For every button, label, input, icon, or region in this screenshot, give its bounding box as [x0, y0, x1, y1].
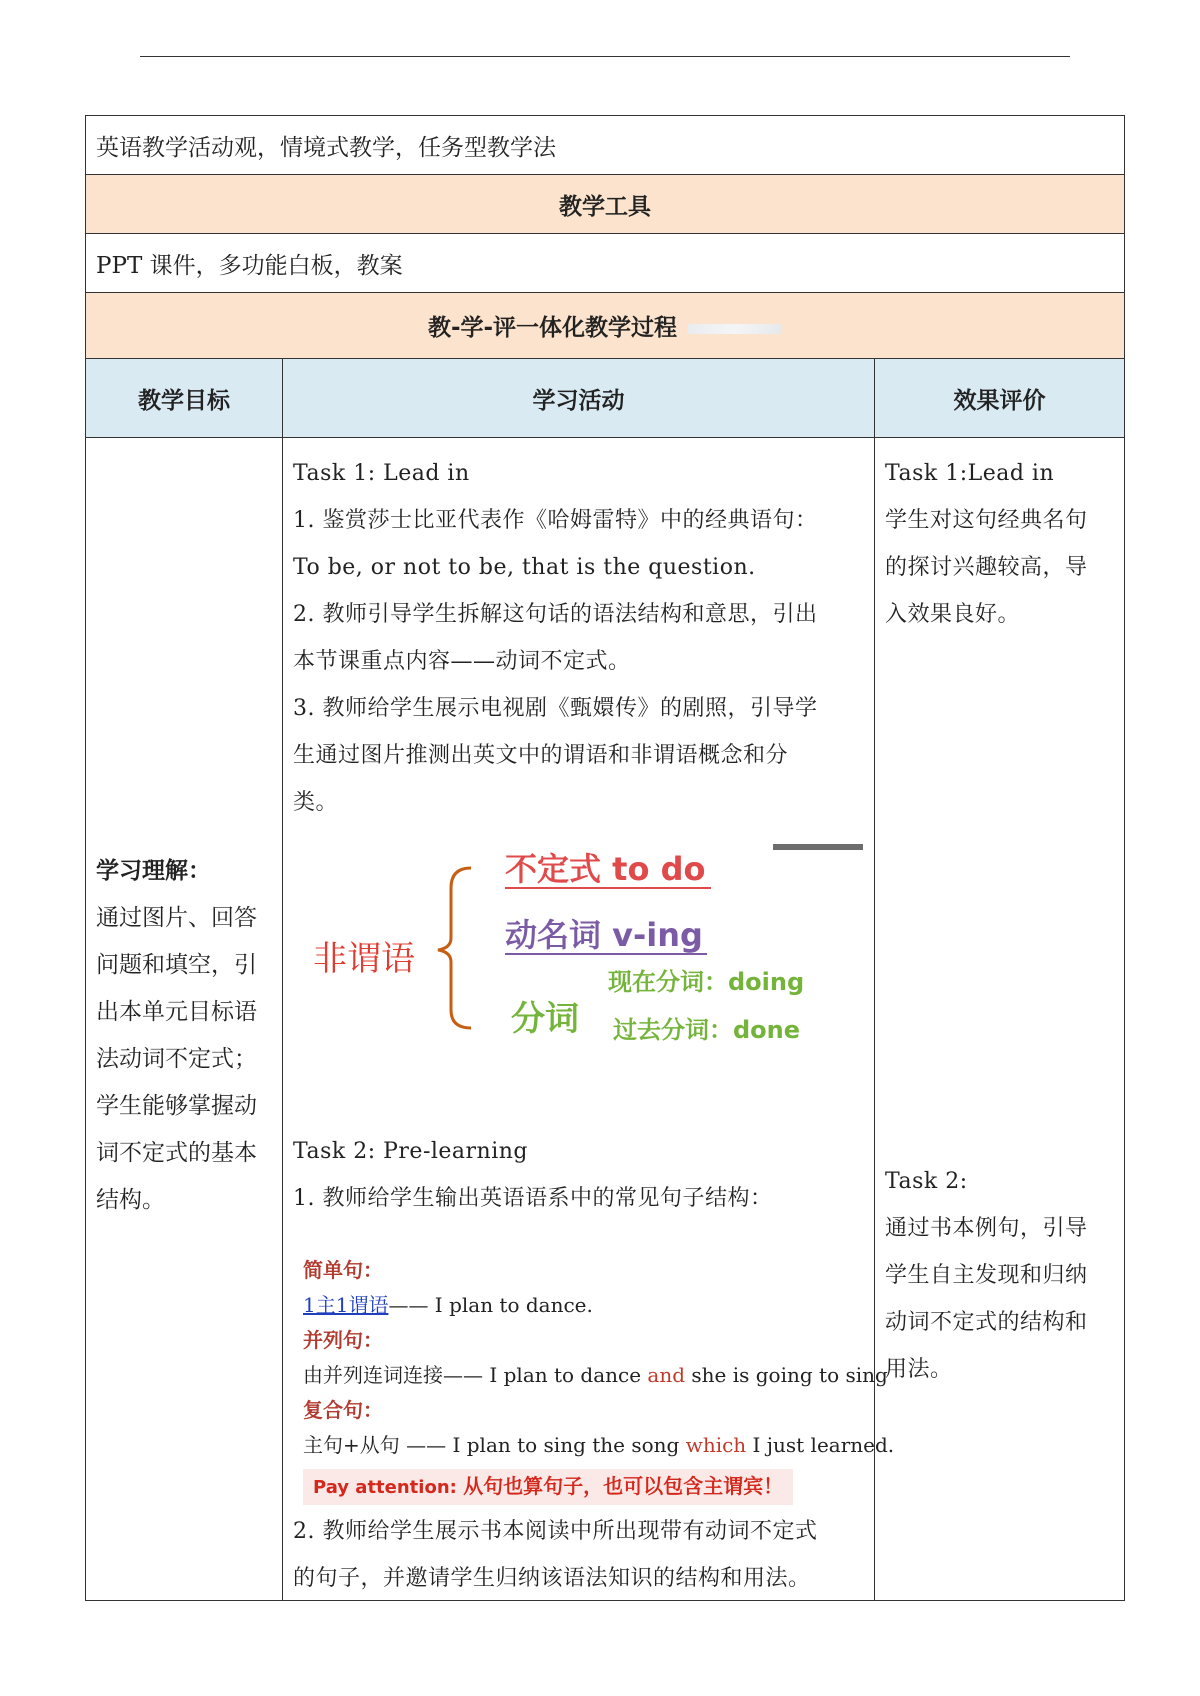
diagram-present-participle-label: 现在分词：doing — [608, 968, 805, 996]
task1-line: 本节课重点内容——动词不定式。 — [293, 649, 631, 674]
evaluation1-block — [885, 450, 1117, 638]
compound-sentence-row — [303, 1358, 888, 1393]
column-label: 效果评价 — [953, 387, 1046, 414]
task1-title: Task 1: Lead in — [293, 461, 470, 486]
task1-line: 2. 教师引导学生拆解这句话的语法结构和意思，引出 — [293, 602, 818, 627]
compound-sentence-label: 并列句： — [303, 1328, 383, 1352]
pay-attention-label: Pay attention: — [313, 1477, 464, 1498]
diagram-infinitive-label: 不定式 to do — [505, 850, 706, 888]
diagram-past-participle-label: 过去分词：done — [613, 1016, 801, 1044]
watermark — [687, 324, 782, 334]
objective-line: 出本单元目标语 — [96, 999, 257, 1025]
methods-text: 英语教学活动观，情境式教学，任务型教学法 — [96, 134, 556, 161]
column-header-evaluation — [875, 359, 1125, 438]
evaluation-line: 学生对这句经典名句 — [885, 508, 1088, 533]
task2-block — [293, 1128, 863, 1222]
complex-sentence-label: 复合句： — [303, 1398, 383, 1422]
task1-line: 3. 教师给学生展示电视剧《甄嬛传》的剧照，引导学 — [293, 696, 818, 721]
task2-line: 2. 教师给学生展示书本阅读中所出现带有动词不定式 — [293, 1519, 818, 1544]
process-header-label: 教-学-评一体化教学过程 — [427, 315, 678, 341]
compound-sentence-part: she is going to sing — [685, 1363, 888, 1387]
compound-sentence-part: —— I plan to dance — [443, 1363, 648, 1387]
objective-line: 通过图片、回答 — [96, 905, 257, 931]
evaluation-line: 的探讨兴趣较高，导 — [885, 555, 1088, 580]
diagram-crop-mark — [773, 844, 863, 850]
diagram-gerund-label: 动名词 v-ing — [505, 916, 703, 954]
objective-cell — [86, 438, 283, 1601]
tools-header — [86, 175, 1125, 234]
column-header-objective — [86, 359, 283, 438]
process-header — [86, 293, 1125, 359]
complex-sentence-row — [303, 1428, 895, 1463]
evaluation2-title: Task 2: — [885, 1169, 968, 1194]
objective-line: 法动词不定式； — [96, 1046, 257, 1072]
task1-line: 生通过图片推测出英文中的谓语和非谓语概念和分 — [293, 743, 789, 768]
tools-text: PPT 课件，多功能白板，教案 — [96, 252, 403, 279]
methods-cell — [86, 116, 1125, 175]
simple-sentence-link[interactable]: 1主1谓语 — [303, 1293, 389, 1317]
diagram-brace — [438, 868, 471, 1028]
tools-cell — [86, 234, 1125, 293]
evaluation-line: 学生自主发现和归纳 — [885, 1263, 1088, 1288]
task2-line: 1. 教师给学生输出英语语系中的常见句子结构： — [293, 1186, 773, 1211]
simple-sentence-label: 简单句： — [303, 1258, 383, 1282]
header-rule — [140, 56, 1070, 57]
column-label: 教学目标 — [138, 387, 230, 414]
activity-cell — [283, 438, 895, 1601]
evaluation-line: 用法。 — [885, 1357, 953, 1382]
evaluation2-block — [885, 1158, 1117, 1393]
task1-block — [293, 450, 863, 826]
complex-sentence-part: I just learned. — [746, 1433, 895, 1457]
task2-title: Task 2: Pre-learning — [293, 1139, 529, 1164]
diagram-participle-label: 分词 — [511, 999, 579, 1039]
compound-sentence-rule: 由并列连词连接 — [303, 1363, 443, 1387]
pay-attention-text: 从句也算句子，也可以包含主谓宾！ — [463, 1474, 784, 1498]
complex-sentence-part: —— I plan to sing the song — [406, 1433, 686, 1457]
task2-line: 的句子，并邀请学生归纳该语法知识的结构和用法。 — [293, 1566, 811, 1591]
diagram-root-label: 非谓语 — [313, 939, 415, 979]
non-finite-verb-diagram — [293, 838, 863, 1073]
complex-sentence-rule: 主句+从句 — [303, 1433, 407, 1457]
compound-conjunction: and — [647, 1363, 686, 1387]
objective-block — [96, 848, 271, 1224]
sentence-structure-box — [303, 1253, 895, 1505]
pay-attention-note — [303, 1469, 793, 1505]
evaluation-line: 通过书本例句，引导 — [885, 1216, 1088, 1241]
column-label: 学习活动 — [532, 387, 625, 414]
simple-sentence-example: —— I plan to dance. — [388, 1293, 593, 1317]
evaluation-line: 入效果良好。 — [885, 602, 1021, 627]
task1-line: To be, or not to be, that is the question. — [293, 555, 756, 580]
objective-title: 学习理解： — [96, 858, 211, 884]
task1-line: 类。 — [293, 790, 339, 815]
lesson-plan-table — [85, 115, 1125, 1601]
complex-relative-pronoun: which — [685, 1433, 747, 1457]
task1-line: 1. 鉴赏莎士比亚代表作《哈姆雷特》中的经典语句： — [293, 508, 818, 533]
objective-line: 词不定式的基本 — [96, 1140, 257, 1166]
simple-sentence-row — [303, 1288, 863, 1323]
evaluation-line: 动词不定式的结构和 — [885, 1310, 1088, 1335]
tools-header-label: 教学工具 — [559, 193, 651, 220]
objective-line: 结构。 — [96, 1187, 165, 1213]
task2-step2-block — [293, 1508, 863, 1602]
objective-line: 学生能够掌握动 — [96, 1093, 257, 1119]
evaluation1-title: Task 1:Lead in — [885, 461, 1055, 486]
column-header-activity — [283, 359, 875, 438]
objective-line: 问题和填空，引 — [96, 952, 257, 978]
evaluation-cell — [875, 438, 1125, 1601]
